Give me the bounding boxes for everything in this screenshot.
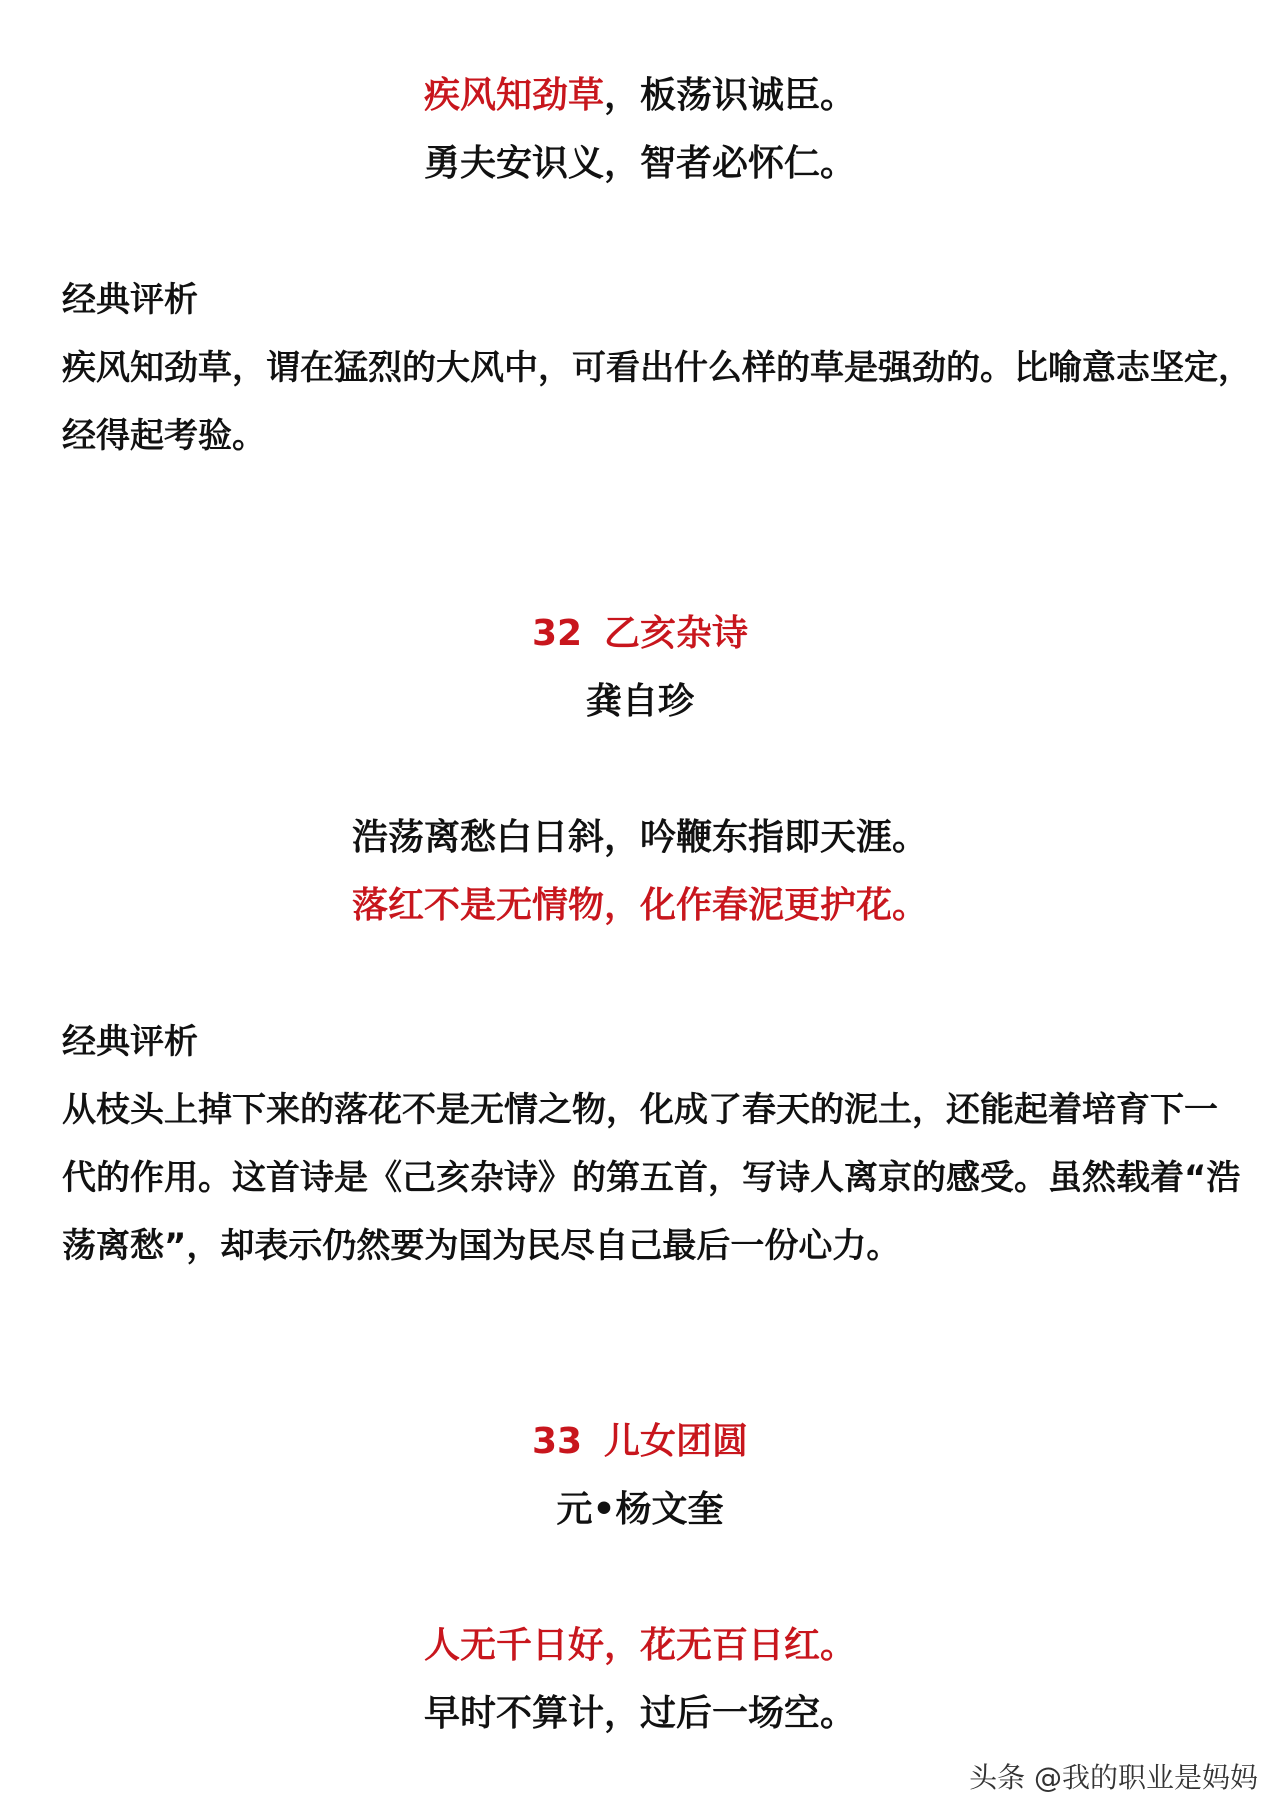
poem-line-33-2: 早时不算计，过后一场空。 bbox=[423, 1693, 856, 1734]
analysis-line-31-1: 疾风知劲草，谓在猛烈的大风中，可看出什么样的草是强劲的。比喻意志坚定， bbox=[62, 348, 1252, 388]
poem-line-31-1-rest: ，板荡识诚臣。 bbox=[604, 75, 857, 116]
analysis-heading-31: 经典评析 bbox=[62, 280, 198, 320]
poem-line-32-1: 浩荡离愁白日斜，吟鞭东指即天涯。 bbox=[351, 817, 928, 858]
analysis-line-32-2: 代的作用。这首诗是《己亥杂诗》的第五首，写诗人离京的感受。虽然载着“浩 bbox=[62, 1158, 1241, 1198]
section-number-32: 32 bbox=[531, 613, 583, 654]
poem-line-31-1-highlight: 疾风知劲草 bbox=[423, 75, 604, 116]
poem-line-31-2: 勇夫安识义，智者必怀仁。 bbox=[423, 143, 856, 184]
section-title-text-33: 儿女团圆 bbox=[604, 1421, 749, 1462]
section-title-33 bbox=[0, 1420, 1280, 1464]
author-32: 龚自珍 bbox=[585, 681, 694, 722]
author-33: 元•杨文奎 bbox=[556, 1489, 724, 1530]
poem-line-32-2: 落红不是无情物，化作春泥更护花。 bbox=[351, 885, 928, 926]
poem-line-31-1 bbox=[0, 74, 1280, 118]
analysis-line-32-1: 从枝头上掉下来的落花不是无情之物，化成了春天的泥土，还能起着培育下一 bbox=[62, 1090, 1218, 1130]
analysis-heading-32: 经典评析 bbox=[62, 1022, 198, 1062]
section-number-33: 33 bbox=[531, 1421, 583, 1462]
section-title-text-32: 乙亥杂诗 bbox=[604, 613, 749, 654]
section-title-32 bbox=[0, 612, 1280, 656]
poem-line-33-1: 人无千日好，花无百日红。 bbox=[423, 1625, 856, 1666]
watermark: 头条 @我的职业是妈妈 bbox=[969, 1761, 1258, 1794]
analysis-line-31-2: 经得起考验。 bbox=[62, 416, 266, 456]
analysis-line-32-3: 荡离愁”，却表示仍然要为国为民尽自己最后一份心力。 bbox=[62, 1226, 901, 1266]
